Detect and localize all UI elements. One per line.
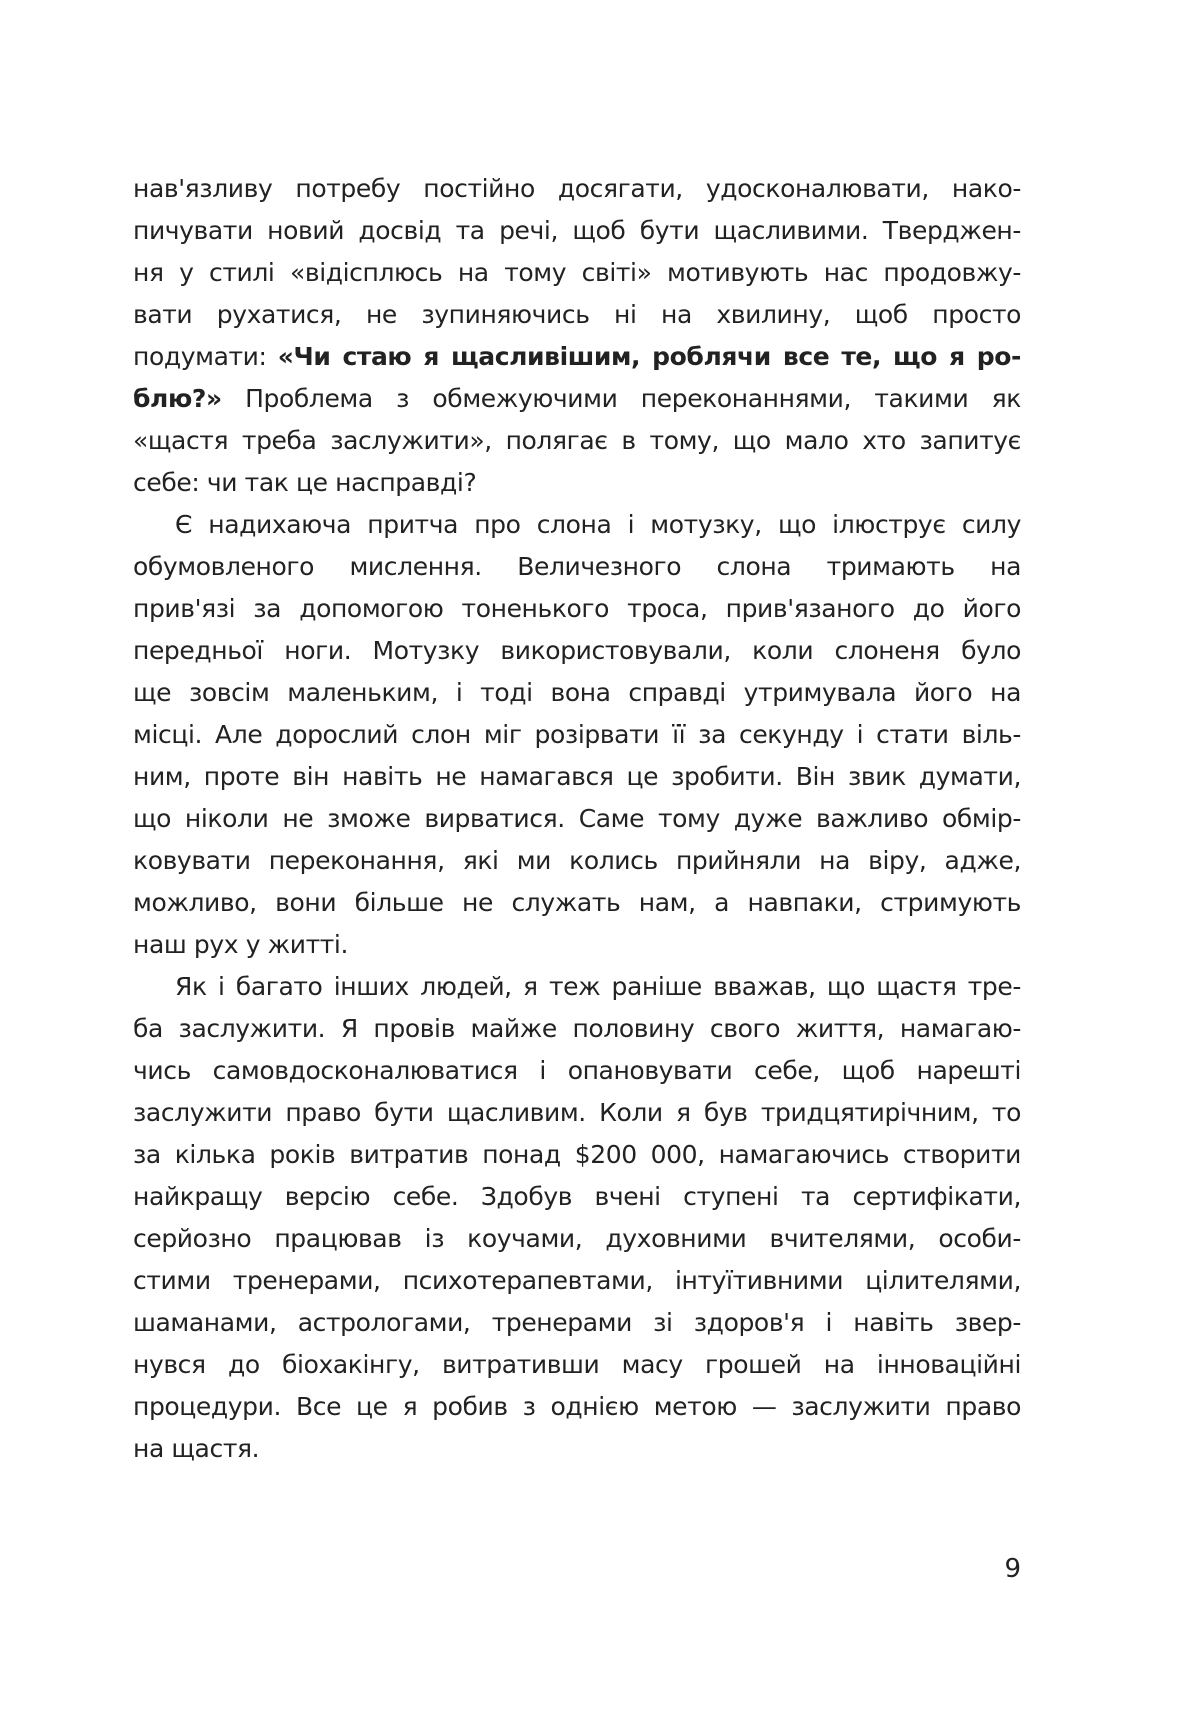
text-line: шаманами, астрологами, тренерами зі здоров'я і навіть звер- [133, 1308, 1021, 1337]
text-line: наш рух у житті. [133, 930, 349, 959]
text-line: Є надихаюча притча про слона і мотузку, що ілюструє силу [175, 510, 1021, 539]
text-line [133, 378, 1021, 420]
text-line: стими тренерами, психотерапевтами, інтуїтивними цілителями, [133, 1266, 1021, 1295]
text-line: на щастя. [133, 1434, 260, 1463]
text-line: ковувати переконання, які ми колись прийняли на віру, адже, [133, 846, 1021, 875]
text-line: Як і багато інших людей, я теж раніше вважав, що щастя тре- [175, 972, 1021, 1001]
book-page [133, 0, 1021, 1733]
text-line: місці. Але дорослий слон міг розірвати її за секунду і стати віль- [133, 720, 1021, 749]
text-line: найкращу версію себе. Здобув вчені ступені та сертифікати, [133, 1182, 1021, 1211]
text-line: ним, проте він навіть не намагався це зробити. Він звик думати, [133, 762, 1021, 791]
bold-question: блю?» [133, 384, 222, 413]
page-number: 9 [1004, 1554, 1021, 1584]
text-line: пичувати новий досвід та речі, щоб бути щасливими. Тверджен- [133, 216, 1021, 245]
text-line: серйозно працював із коучами, духовними вчителями, особи- [133, 1224, 1021, 1253]
bold-question: «Чи стаю я щасливішим, роблячи все те, що я ро- [277, 342, 1021, 371]
text-fragment: Проблема з обмежуючими переконаннями, такими як [221, 384, 1021, 413]
text-line: обумовленого мислення. Величезного слона тримають на [133, 552, 1021, 581]
text-line: процедури. Все це я робив з однією метою — заслужити право [133, 1392, 1021, 1421]
text-line: що ніколи не зможе вирватися. Саме тому дуже важливо обмір- [133, 804, 1021, 833]
text-line: чись самовдосконалюватися і опановувати себе, щоб нарешті [133, 1056, 1021, 1085]
text-line: передньої ноги. Мотузку використовували, коли слоненя було [133, 636, 1021, 665]
text-line: за кілька років витратив понад $200 000, намагаючись створити [133, 1140, 1021, 1169]
text-line: ня у стилі «відісплюсь на тому світі» мотивують нас продовжу- [133, 258, 1021, 287]
text-line: нувся до біохакінгу, витративши масу грошей на інноваційні [133, 1350, 1021, 1379]
text-fragment: подумати: [133, 342, 278, 371]
text-line: себе: чи так це насправді? [133, 468, 477, 497]
text-line [133, 336, 1021, 378]
text-line: нав'язливу потребу постійно досягати, удосконалювати, нако- [133, 174, 1021, 203]
text-line: «щастя треба заслужити», полягає в тому, що мало хто запитує [133, 426, 1021, 455]
text-line: ще зовсім маленьким, і тоді вона справді утримувала його на [133, 678, 1021, 707]
text-line: вати рухатися, не зупиняючись ні на хвилину, щоб просто [133, 300, 1021, 329]
text-line: прив'язі за допомогою тоненького троса, прив'язаного до його [133, 594, 1021, 623]
text-line: заслужити право бути щасливим. Коли я був тридцятирічним, то [133, 1098, 1021, 1127]
body-text [133, 168, 1021, 1470]
text-line: можливо, вони більше не служать нам, а навпаки, стримують [133, 888, 1021, 917]
text-line: ба заслужити. Я провів майже половину свого життя, намагаю- [133, 1014, 1021, 1043]
